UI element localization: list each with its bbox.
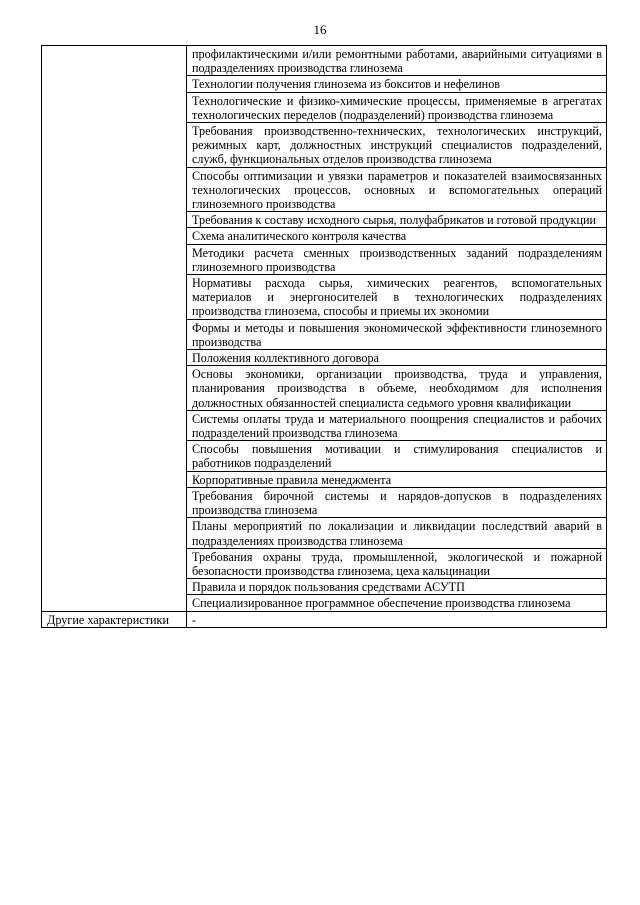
knowledge-item: Методики расчета сменных производственных заданий подразделениям глиноземного производства <box>187 244 607 274</box>
knowledge-item: Схема аналитического контроля качества <box>187 228 607 244</box>
knowledge-item: Системы оплаты труда и материального поощрения специалистов и рабочих подразделений производства глинозема <box>187 410 607 440</box>
knowledge-item: Корпоративные правила менеджмента <box>187 471 607 487</box>
knowledge-item: Специализированное программное обеспечение производства глинозема <box>187 595 607 611</box>
knowledge-item: Положения коллективного договора <box>187 350 607 366</box>
knowledge-item: Основы экономики, организации производства, труда и управления, планирования производства в объеме, необходимом для исполнения должностных обязанностей специалиста седьмого уровня квалификации <box>187 366 607 411</box>
category-cell <box>42 46 187 612</box>
knowledge-item: Требования бирочной системы и нарядов-допусков в подразделениях производства глинозема <box>187 487 607 517</box>
knowledge-item: Планы мероприятий по локализации и ликвидации последствий аварий в подразделениях производства глинозема <box>187 518 607 548</box>
knowledge-item: Нормативы расхода сырья, химических реагентов, вспомогательных материалов и энергоносителей в технологических подразделениях производства глинозема, способы и приемы их экономии <box>187 275 607 320</box>
page-number: 16 <box>313 22 327 37</box>
knowledge-item: Технологические и физико-химические процессы, применяемые в агрегатах технологических переделов (подразделений) производства глинозема <box>187 92 607 122</box>
knowledge-item: Требования к составу исходного сырья, полуфабрикатов и готовой продукции <box>187 212 607 228</box>
knowledge-item: Технологии получения глинозема из бокситов и нефелинов <box>187 76 607 92</box>
knowledge-item: Способы повышения мотивации и стимулирования специалистов и работников подразделений <box>187 441 607 471</box>
table-row <box>42 46 607 76</box>
other-characteristics-value: - <box>187 611 607 627</box>
knowledge-item: профилактическими и/или ремонтными работами, аварийными ситуациями в подразделениях производства глинозема <box>187 46 607 76</box>
other-characteristics-row <box>42 611 607 627</box>
knowledge-table <box>41 45 607 628</box>
knowledge-item: Требования охраны труда, промышленной, экологической и пожарной безопасности производства глинозема, цеха кальцинации <box>187 548 607 578</box>
knowledge-item: Требования производственно-технических, технологических инструкций, режимных карт, должностных инструкций специалистов подразделений, служб, функциональных отделов производства глинозема <box>187 123 607 168</box>
knowledge-item: Правила и порядок пользования средствами АСУТП <box>187 579 607 595</box>
knowledge-item: Формы и методы и повышения экономической эффективности глиноземного производства <box>187 319 607 349</box>
other-characteristics-label: Другие характеристики <box>42 611 187 627</box>
knowledge-item: Способы оптимизации и увязки параметров и показателей взаимосвязанных технологических процессов, основных и вспомогательных операций глиноземного производства <box>187 167 607 212</box>
